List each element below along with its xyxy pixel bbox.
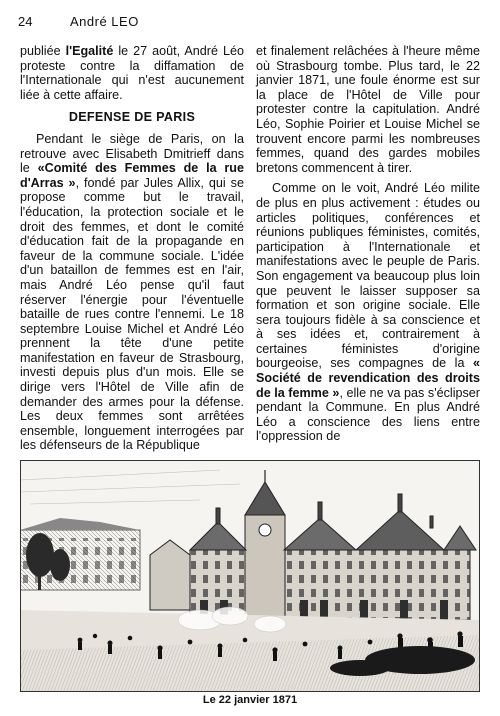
engraving-illustration [20,460,480,692]
hotel-de-ville-engraving [20,460,480,692]
paragraph: publiée l'Egalité le 27 août, André Léo proteste contre la diffamation de l'Internationale qui n'est aucunement liée à cette affaire. [20,44,244,102]
bold-society-name: « Société de revendication des droits de la femme » [256,356,480,400]
right-column [256,44,480,444]
section-heading: DEFENSE DE PARIS [68,110,196,125]
bold-title: l'Egalité [65,44,114,58]
page-header [18,14,478,32]
paragraph: et finalement relâchées à l'heure même où Strasbourg tombe. Plus tard, le 22 janvier 1871, une foule énorme est sur la place de l'Hôtel de Ville pour protester contre la capitulation. André Léo, Sophie Poirier et Louise Michel se trouvent encore parmi les nombreuses femmes, quand des gardes mobiles bretons commencent à tirer. [256,44,480,175]
page-number: 24 [18,14,33,29]
paragraph: Pendant le siège de Paris, on la retrouve avec Elisabeth Dmitrieff dans le «Comité des Femmes de la rue d'Arras », fondé par Jules Allix, qui se propose comme but le travail, l'éducation, la protection sociale et le droit des femmes, et dont le comité d'éducation fait de la propagande en faveur de la commune sociale. L'idée d'un bataillon de femmes est en l'air, mais André Léo pense qu'il faut réserver l'énergie pour l'éventuelle bataille de rues contre l'ennemi. Le 18 septembre Louise Michel et André Léo prennent la tête d'une petite manifestation en faveur de Strasbourg, investi depuis plus d'un mois. Elle se dirige vers l'Hôtel de Ville afin de demander des armes pour la défense. Les deux femmes sont arrêtées ensemble, longuement interrogées par les défenseurs de la République [20,131,244,453]
paragraph: Comme on le voit, André Léo milite de plus en plus activement : études ou articles politiques, conférences et réunions publiques féministes, comités, participation à l'Internationale et manifestations avec le peuple de Paris. Son engagement va beaucoup plus loin que peuvent le laisser supposer sa formation et son origine sociale. Elle sera toujours fidèle à sa conscience et à ses idées et, contrairement à certaines féministes d'origine bourgeoise, ses compagnes de la « Société de revendication des droits de la femme », elle ne va pas s'éclipser pendant la Commune. En plus André Léo a conscience des liens entre l'oppression de [256,181,480,444]
left-column [20,44,244,453]
figure-caption: Le 22 janvier 1871 [202,694,298,706]
bold-committee-name: «Comité des Femmes de la rue d'Arras » [20,161,244,190]
running-title: André LEO [70,14,139,29]
